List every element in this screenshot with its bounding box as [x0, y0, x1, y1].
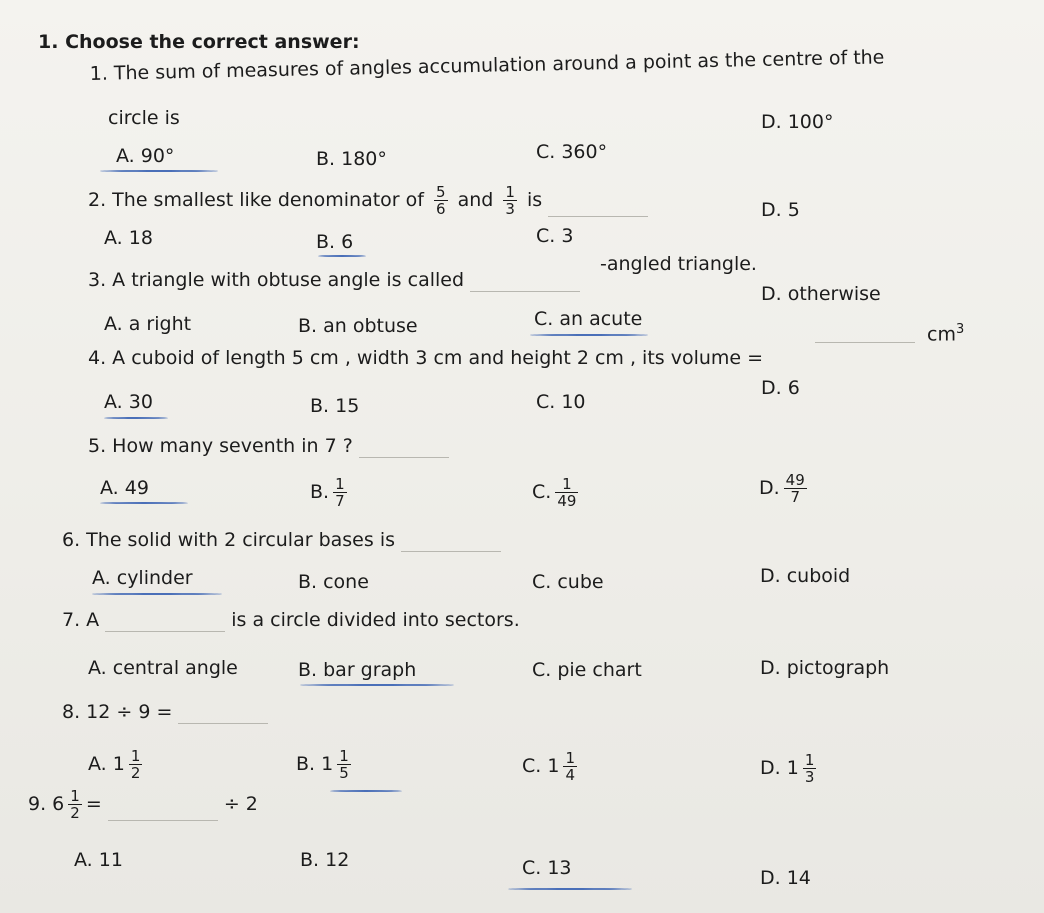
q2-fraction-2: $\frac{1}{3}$: [505, 183, 515, 218]
q2-option-d[interactable]: D. 5: [761, 199, 800, 221]
q8-text: 8. 12 ÷ 9 =: [62, 700, 268, 724]
q4-text: 4. A cuboid of length 5 cm , width 3 cm and height 2 cm , its volume =: [88, 347, 764, 369]
q1-option-a[interactable]: A. 90°: [116, 145, 175, 167]
q3-option-b[interactable]: B. an obtuse: [298, 315, 418, 337]
section-heading: [38, 30, 360, 54]
q4-option-d[interactable]: D. 6: [761, 377, 800, 399]
q1-text-line2: circle is: [108, 107, 180, 129]
q3-option-a[interactable]: A. a right: [104, 313, 192, 335]
q7-option-c[interactable]: C. pie chart: [532, 659, 642, 681]
q2-option-a[interactable]: A. 18: [104, 227, 153, 249]
q7-option-b[interactable]: B. bar graph: [298, 659, 417, 681]
section-title: Choose the correct answer:: [65, 31, 360, 53]
q4-answer-blank: [815, 324, 915, 343]
q6-option-b[interactable]: B. cone: [298, 571, 369, 593]
q5-text: 5. How many seventh in 7 ?: [88, 434, 449, 458]
q6-option-c[interactable]: C. cube: [532, 571, 604, 593]
q4-unit: $cm^3$: [927, 322, 965, 346]
answer-underline: [508, 888, 632, 890]
answer-underline: [100, 502, 188, 504]
q3-suffix: -angled triangle.: [600, 253, 757, 275]
q7-text: 7. A is a circle divided into sectors.: [62, 609, 520, 631]
q9-option-a[interactable]: A. 11: [74, 849, 123, 871]
q7-option-d[interactable]: D. pictograph: [760, 657, 890, 679]
q8-option-b[interactable]: B. 1 $\frac{1}{5}$: [296, 747, 349, 782]
answer-underline: [530, 334, 648, 336]
q3-option-c[interactable]: C. an acute: [534, 308, 643, 330]
q9-text: 9. 6 $\frac{1}{2}$ = ÷ 2: [28, 787, 258, 822]
q9-option-d[interactable]: D. 14: [760, 867, 811, 889]
answer-underline: [92, 593, 222, 595]
q3-option-d[interactable]: D. otherwise: [761, 283, 881, 305]
q2-fraction-1: $\frac{5}{6}$: [436, 183, 446, 218]
q5-option-d[interactable]: D. $\frac{49}{7}$: [759, 471, 805, 506]
answer-underline: [100, 170, 218, 172]
q1-text-line1: 1. The sum of measures of angles accumulation around a point as the centre of the: [89, 46, 885, 86]
q6-option-d[interactable]: D. cuboid: [760, 565, 851, 587]
answer-underline: [104, 417, 168, 419]
q9-option-b[interactable]: B. 12: [300, 849, 350, 871]
q4-option-b[interactable]: B. 15: [310, 395, 360, 417]
q3-text: 3. A triangle with obtuse angle is called: [88, 268, 580, 292]
q6-text: 6. The solid with 2 circular bases is: [62, 528, 501, 552]
q7-option-a[interactable]: A. central angle: [88, 657, 238, 679]
q5-option-a[interactable]: A. 49: [100, 477, 149, 499]
q6-option-a[interactable]: A. cylinder: [92, 567, 193, 589]
q8-option-a[interactable]: A. 1 $\frac{1}{2}$: [88, 747, 141, 782]
q5-option-b[interactable]: B. $\frac{1}{7}$: [310, 475, 345, 510]
q4-option-a[interactable]: A. 30: [104, 391, 153, 413]
q5-option-c[interactable]: C. $\frac{1}{49}$: [532, 475, 577, 510]
q8-option-c[interactable]: C. 1 $\frac{1}{4}$: [522, 749, 575, 784]
q1-option-c[interactable]: C. 360°: [536, 141, 608, 163]
q4-option-c[interactable]: C. 10: [536, 391, 586, 413]
q2-option-c[interactable]: C. 3: [536, 225, 574, 247]
answer-underline: [300, 684, 454, 686]
answer-underline: [318, 255, 366, 257]
q1-option-d[interactable]: D. 100°: [761, 111, 834, 133]
q8-option-d[interactable]: D. 1 $\frac{1}{3}$: [760, 751, 815, 786]
section-number: 1.: [38, 31, 59, 53]
q2-option-b[interactable]: B. 6: [316, 231, 354, 253]
answer-underline: [330, 790, 402, 792]
q2-text: 2. The smallest like denominator of $\frac{5}{6}$ and $\frac{1}{3}$ is: [88, 184, 648, 217]
q1-option-b[interactable]: B. 180°: [316, 148, 387, 170]
q9-option-c[interactable]: C. 13: [522, 857, 572, 879]
